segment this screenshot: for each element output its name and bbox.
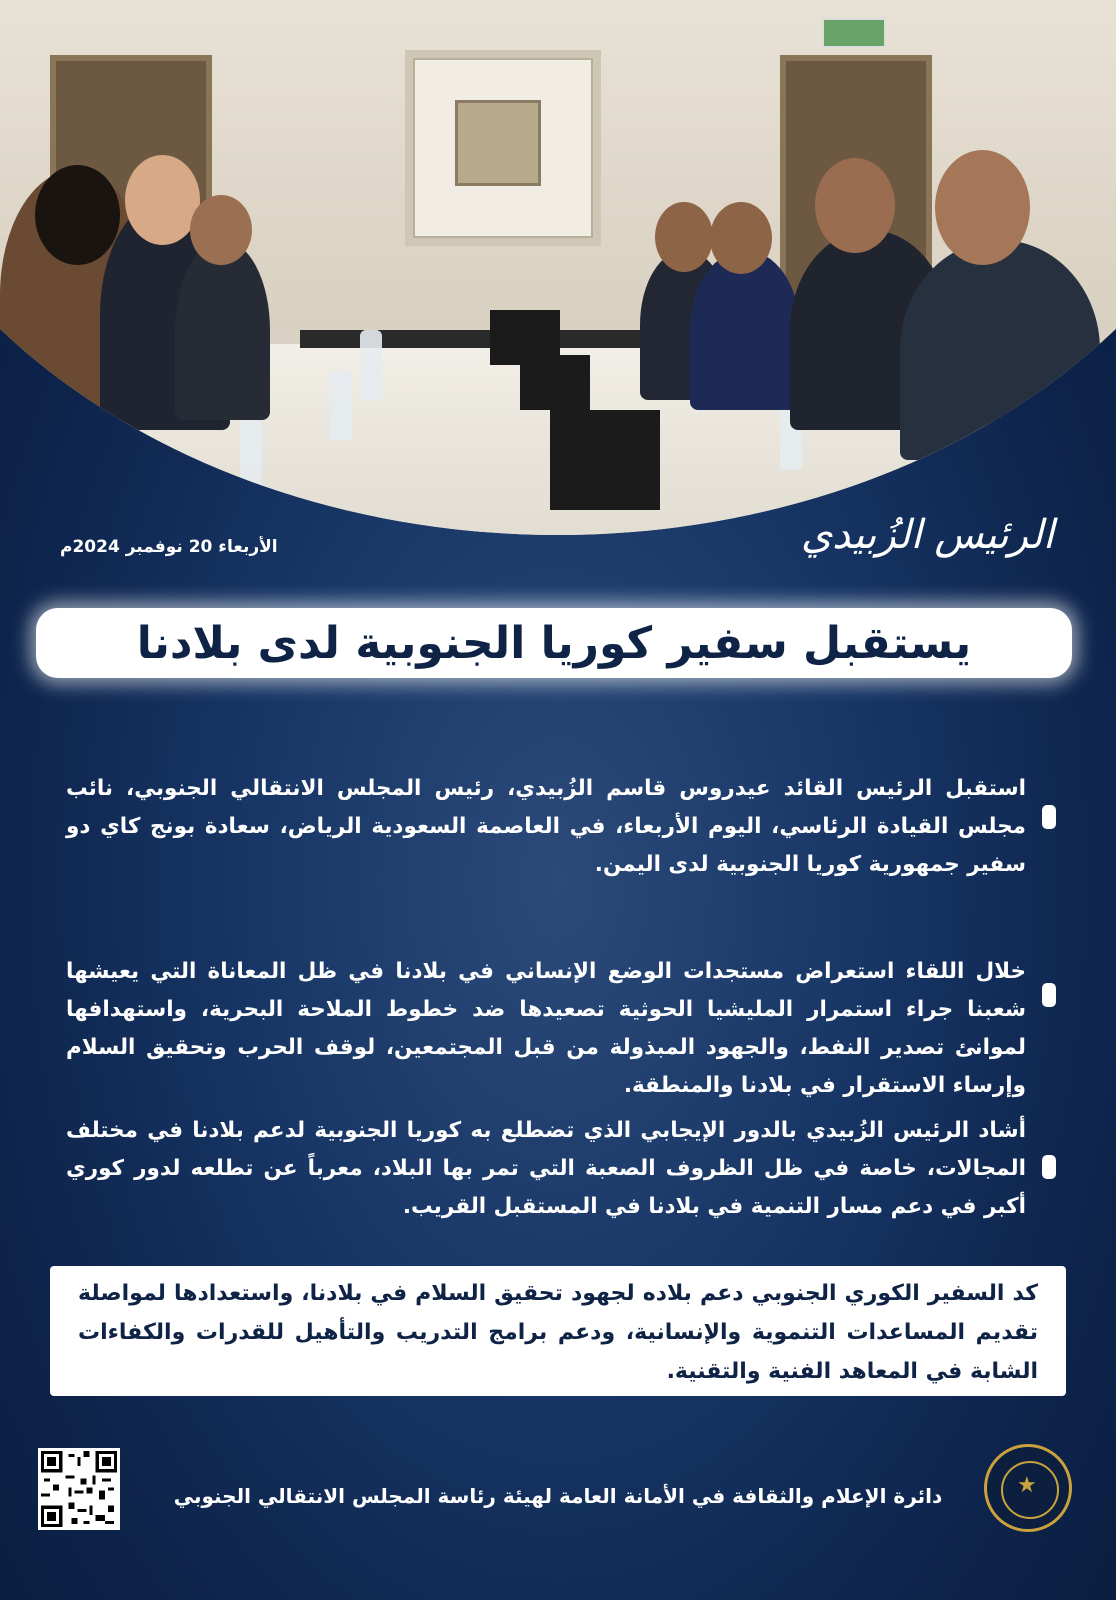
bullet-icon	[1042, 1155, 1056, 1179]
attendee	[175, 240, 270, 420]
paragraph-1: استقبل الرئيس القائد عيدروس قاسم الزُبيدي، رئيس المجلس الانتقالي الجنوبي، نائب مجلس القيادة الرئاسي، اليوم الأربعاء، في العاصمة السعودية الرياض، سعادة بونج كاي دو سفير جمهورية كوريا الجنوبية لدى اليمن.	[66, 776, 1026, 877]
exit-sign	[822, 18, 886, 48]
stc-emblem-icon: ★	[984, 1444, 1072, 1532]
highlight-box	[50, 1266, 1066, 1396]
headline: يستقبل سفير كوريا الجنوبية لدى بلادنا	[136, 617, 972, 669]
paragraph-3: أشاد الرئيس الزُبيدي بالدور الإيجابي الذي تضطلع به كوريا الجنوبية لدعم بلادنا في مختلف المجالات، خاصة في ظل الظروف الصعبة التي تمر بها البلاد، معرباً عن تطلعه لدور كوري أكبر في دعم مسار التنمية في بلادنا في المستقبل القريب.	[66, 1118, 1026, 1219]
footer-credit: دائرة الإعلام والثقافة في الأمانة العامة لهيئة رئاسة المجلس الانتقالي الجنوبي	[173, 1484, 943, 1508]
attendee	[900, 240, 1100, 460]
paragraph-2: خلال اللقاء استعراض مستجدات الوضع الإنساني في بلادنا في ظل المعاناة التي يعيشها شعبنا جراء استمرار المليشيا الحوثية تصعيدها ضد خطوط الملاحة البحرية، واستهدافها لموانئ تصدير النفط، والجهود المبذولة من قبل المجتمعين، لوقف الحرب وتحقيق السلام وإرساء الاستقرار في بلادنا والمنطقة.	[66, 959, 1026, 1098]
meeting-photo	[0, 0, 1116, 540]
bullet-icon	[1042, 983, 1056, 1007]
highlight-text: كد السفير الكوري الجنوبي دعم بلاده لجهود تحقيق السلام في بلادنا، واستعدادها لمواصلة تقديم المساعدات التنموية والإنسانية، ودعم برامج التدريب والتأهيل للقدرات والكفاءات الشابة في المعاهد الفنية والتقنية.	[78, 1281, 1038, 1384]
brand-title: الرئيس الزُبيدي	[800, 512, 1054, 558]
attendee	[690, 250, 800, 410]
bullet-icon	[1042, 805, 1056, 829]
wall-painting	[405, 50, 601, 246]
post-date: الأربعاء 20 نوفمبر 2024م	[60, 537, 278, 557]
headline-banner	[36, 608, 1072, 678]
